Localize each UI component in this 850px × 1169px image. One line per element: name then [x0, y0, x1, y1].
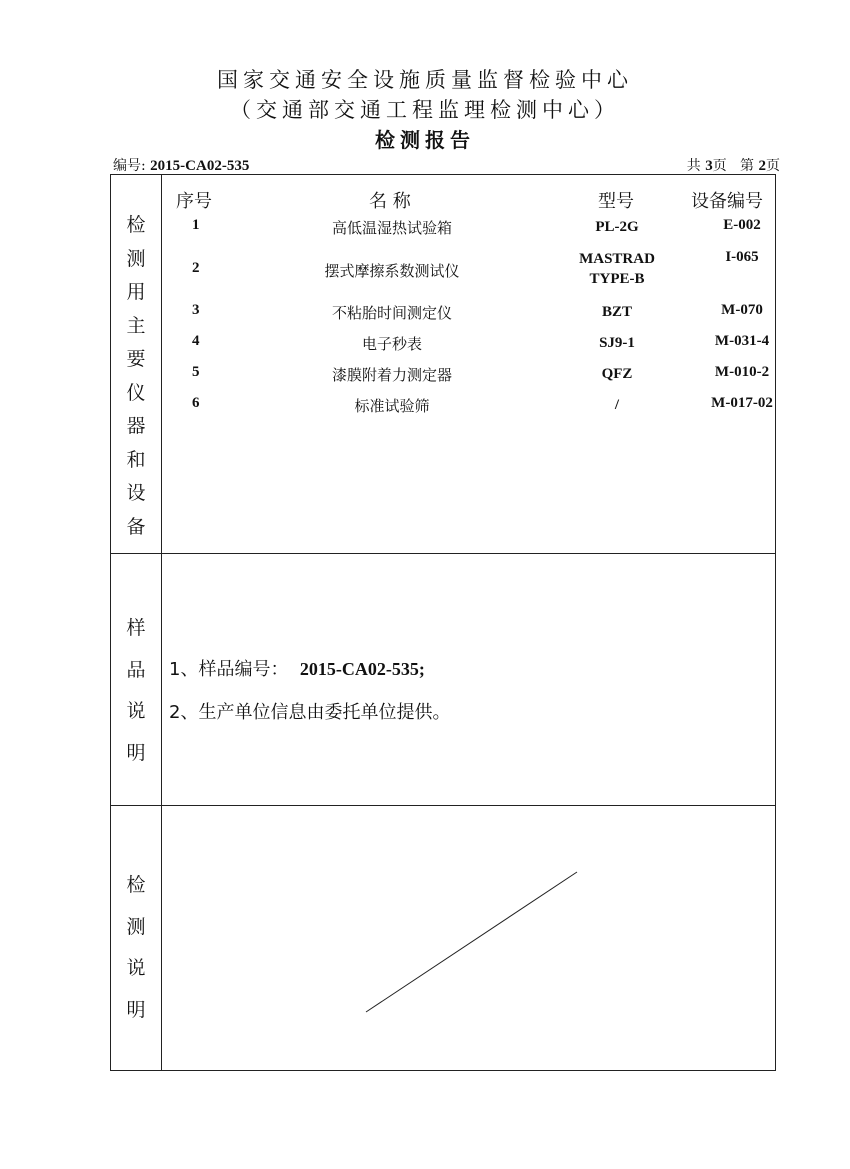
equipment-side-label: 检 测 用 主 要 仪 器 和 设 备	[126, 214, 146, 538]
table-row: 1 高低温湿热试验箱 PL-2G E-002	[192, 217, 761, 237]
pages-total: 3	[705, 158, 713, 174]
page-current-prefix: 第	[740, 158, 755, 174]
table-row: 4 电子秒表 SJ9-1 M-031-4	[192, 333, 770, 353]
page-current: 2	[758, 158, 766, 174]
report-table	[110, 174, 776, 1071]
sample-note-2: 2、生产单位信息由委托单位提供。	[169, 702, 451, 723]
void-strike-line	[111, 175, 775, 1070]
table-row: 6 标准试验筛 / M-017-02	[192, 395, 773, 415]
col-header-model: 型号	[598, 191, 634, 212]
test-notes-side-label: 检 测 说 明	[126, 874, 146, 1021]
page-indicator	[687, 155, 780, 175]
sample-note-1: 1、样品编号： 2015-CA02-535;	[169, 659, 425, 680]
table-row: 5 漆膜附着力测定器 QFZ M-010-2	[192, 364, 770, 384]
sample-side-label: 样 品 说 明	[126, 617, 146, 764]
pages-total-suffix: 页	[712, 158, 727, 174]
serial-label: 编号:	[113, 158, 146, 174]
report-title: 检测报告	[375, 128, 475, 152]
table-row: 3 不粘胎时间测定仪 BZT M-070	[192, 302, 763, 322]
page-current-suffix: 页	[766, 158, 780, 174]
org-subtitle: （交通部交通工程监理检测中心）	[230, 98, 620, 122]
col-header-code: 设备编号	[691, 191, 763, 212]
serial-number	[113, 155, 249, 175]
serial-value: 2015-CA02-535	[150, 158, 250, 174]
diagonal-void-line	[366, 872, 577, 1012]
col-header-name: 名 称	[369, 191, 411, 212]
pages-total-prefix: 共	[686, 158, 701, 174]
col-header-idx: 序号	[176, 191, 212, 212]
org-title: 国家交通安全设施质量监督检验中心	[217, 68, 633, 92]
table-row: 2 摆式摩擦系数测试仪 MASTRAD TYPE-B I-065	[192, 249, 759, 287]
